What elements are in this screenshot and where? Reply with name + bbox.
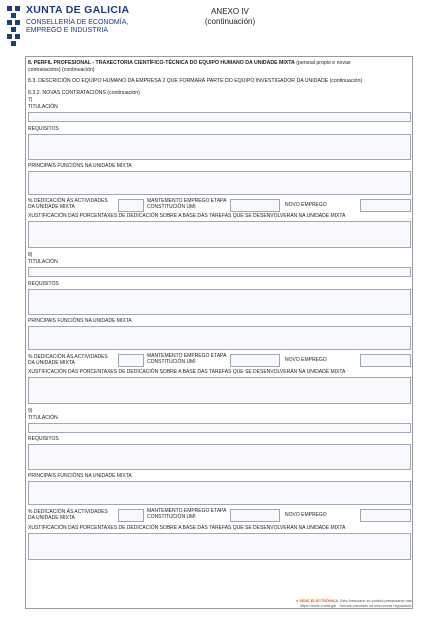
mantemento-label-line-2: CONSTITUCIÓN UMI bbox=[147, 203, 196, 210]
brand-name: XUNTA DE GALICIA bbox=[26, 4, 130, 16]
sede-icon: ● bbox=[296, 599, 299, 603]
titulacion-field[interactable] bbox=[28, 267, 411, 277]
mantemento-label-line-2: CONSTITUCIÓN UMI bbox=[147, 358, 196, 365]
footer-line-2[interactable]: https://sede.xunta.gal bbox=[300, 604, 337, 608]
dedicacion-field[interactable] bbox=[118, 509, 144, 522]
funcions-field[interactable] bbox=[28, 481, 411, 505]
block-number: 7) bbox=[28, 97, 33, 103]
mantemento-label bbox=[147, 509, 226, 520]
requisitos-label: REQUISITOS bbox=[28, 126, 59, 132]
header-brand-block bbox=[26, 5, 129, 35]
xustificacion-field[interactable] bbox=[28, 533, 411, 560]
department-line-2: EMPREGO E INDUSTRIA bbox=[26, 26, 109, 34]
novo-emprego-field[interactable] bbox=[360, 199, 411, 212]
novo-emprego-label: NOVO EMPREGO bbox=[285, 357, 327, 363]
dedicacion-label bbox=[28, 199, 108, 210]
mantemento-label bbox=[147, 199, 226, 210]
titulacion-field[interactable] bbox=[28, 112, 411, 122]
section-title: 8. PERFIL PROFESIONAL - TRAXECTORIA CIENTÍFICO-TÉCNICA DO EQUIPO HUMANO DA UNIDADE MIXTA bbox=[28, 60, 295, 66]
footer-line-1: Este formulario só poderá presentarse nas bbox=[340, 599, 412, 603]
novo-emprego-field[interactable] bbox=[360, 509, 411, 522]
mantemento-field[interactable] bbox=[230, 509, 280, 522]
xunta-logo-icon bbox=[6, 5, 22, 51]
dedicacion-label bbox=[28, 355, 108, 366]
dedicacion-field[interactable] bbox=[118, 354, 144, 367]
dedicacion-label-line-2: DA UNIDADE MIXTA bbox=[28, 359, 75, 366]
mantemento-label-line-1: MANTEMENTO EMPREGO ETAPA bbox=[147, 198, 227, 204]
novo-emprego-field[interactable] bbox=[360, 354, 411, 367]
requisitos-label: REQUISITOS bbox=[28, 436, 59, 442]
annex-title: ANEXO IV bbox=[211, 7, 249, 16]
titulacion-label: TITULACIÓN bbox=[28, 415, 58, 421]
xustificacion-field[interactable] bbox=[28, 377, 411, 404]
requisitos-field[interactable] bbox=[28, 444, 411, 470]
block-number: 8) bbox=[28, 252, 33, 258]
xustificacion-label: XUSTIFICACIÓN DAS PORCENTAXES DE DEDICACIÓN SOBRE A BASE DAS TAREFAS QUE SE DESENVOLVERÁN NA UNIDADE MIXTA bbox=[28, 213, 346, 219]
titulacion-field[interactable] bbox=[28, 423, 411, 433]
mantemento-label-line-1: MANTEMENTO EMPREGO ETAPA bbox=[147, 508, 227, 514]
funcions-label: PRINCIPAIS FUNCIÓNS NA UNIDADE MIXTA bbox=[28, 318, 132, 324]
dedicacion-label-line-1: % DEDICACIÓN ÁS ACTIVIDADES bbox=[28, 354, 108, 360]
dedicacion-label-line-1: % DEDICACIÓN ÁS ACTIVIDADES bbox=[28, 198, 108, 204]
department-name bbox=[26, 19, 129, 35]
xustificacion-label: XUSTIFICACIÓN DAS PORCENTAXES DE DEDICACIÓN SOBRE A BASE DAS TAREFAS QUE SE DESENVOLVERÁN NA UNIDADE MIXTA bbox=[28, 525, 346, 531]
dedicacion-label bbox=[28, 510, 108, 521]
section-title-note: (persoal propio e novas bbox=[296, 60, 351, 66]
subsection-8-3: 8.3. DESCRICIÓN DO EQUIPO HUMANO DA EMPRESA 2 QUE FORMARÁ PARTE DO EQUIPO INVESTIGADOR DA UNIDADE (continuación) bbox=[28, 78, 363, 84]
titulacion-label: TITULACIÓN bbox=[28, 104, 58, 110]
funcions-field[interactable] bbox=[28, 171, 411, 195]
funcions-field[interactable] bbox=[28, 326, 411, 350]
mantemento-label bbox=[147, 354, 226, 365]
section-title-note-2: contratacións) (continuación) bbox=[28, 67, 95, 73]
block-number: 9) bbox=[28, 408, 33, 414]
dedicacion-field[interactable] bbox=[118, 199, 144, 212]
funcions-label: PRINCIPAIS FUNCIÓNS NA UNIDADE MIXTA bbox=[28, 473, 132, 479]
dedicacion-label-line-2: DA UNIDADE MIXTA bbox=[28, 203, 75, 210]
xustificacion-field[interactable] bbox=[28, 221, 411, 248]
sede-label: SEDE ELECTRÓNICA bbox=[299, 599, 339, 603]
section-title-line bbox=[28, 60, 350, 67]
mantemento-label-line-1: MANTEMENTO EMPREGO ETAPA bbox=[147, 353, 227, 359]
requisitos-field[interactable] bbox=[28, 134, 411, 160]
department-line-1: CONSELLERÍA DE ECONOMÍA, bbox=[26, 18, 129, 26]
annex-heading bbox=[190, 7, 270, 27]
footer-line-3: formas previstas na súa norma reguladora bbox=[340, 604, 412, 608]
dedicacion-label-line-2: DA UNIDADE MIXTA bbox=[28, 514, 75, 521]
novo-emprego-label: NOVO EMPREGO bbox=[285, 202, 327, 208]
subsection-8-3-2: 8.3.2. NOVAS CONTRATACIÓNS (continuación) bbox=[28, 90, 140, 96]
novo-emprego-label: NOVO EMPREGO bbox=[285, 512, 327, 518]
funcions-label: PRINCIPAIS FUNCIÓNS NA UNIDADE MIXTA bbox=[28, 163, 132, 169]
requisitos-field[interactable] bbox=[28, 289, 411, 315]
titulacion-label: TITULACIÓN bbox=[28, 259, 58, 265]
dedicacion-label-line-1: % DEDICACIÓN ÁS ACTIVIDADES bbox=[28, 509, 108, 515]
mantemento-field[interactable] bbox=[230, 199, 280, 212]
mantemento-label-line-2: CONSTITUCIÓN UMI bbox=[147, 513, 196, 520]
requisitos-label: REQUISITOS bbox=[28, 281, 59, 287]
xustificacion-label: XUSTIFICACIÓN DAS PORCENTAXES DE DEDICACIÓN SOBRE A BASE DAS TAREFAS QUE SE DESENVOLVERÁN NA UNIDADE MIXTA bbox=[28, 369, 346, 375]
sede-electronica-label bbox=[296, 599, 338, 604]
mantemento-field[interactable] bbox=[230, 354, 280, 367]
annex-subtitle: (continuación) bbox=[204, 17, 256, 26]
